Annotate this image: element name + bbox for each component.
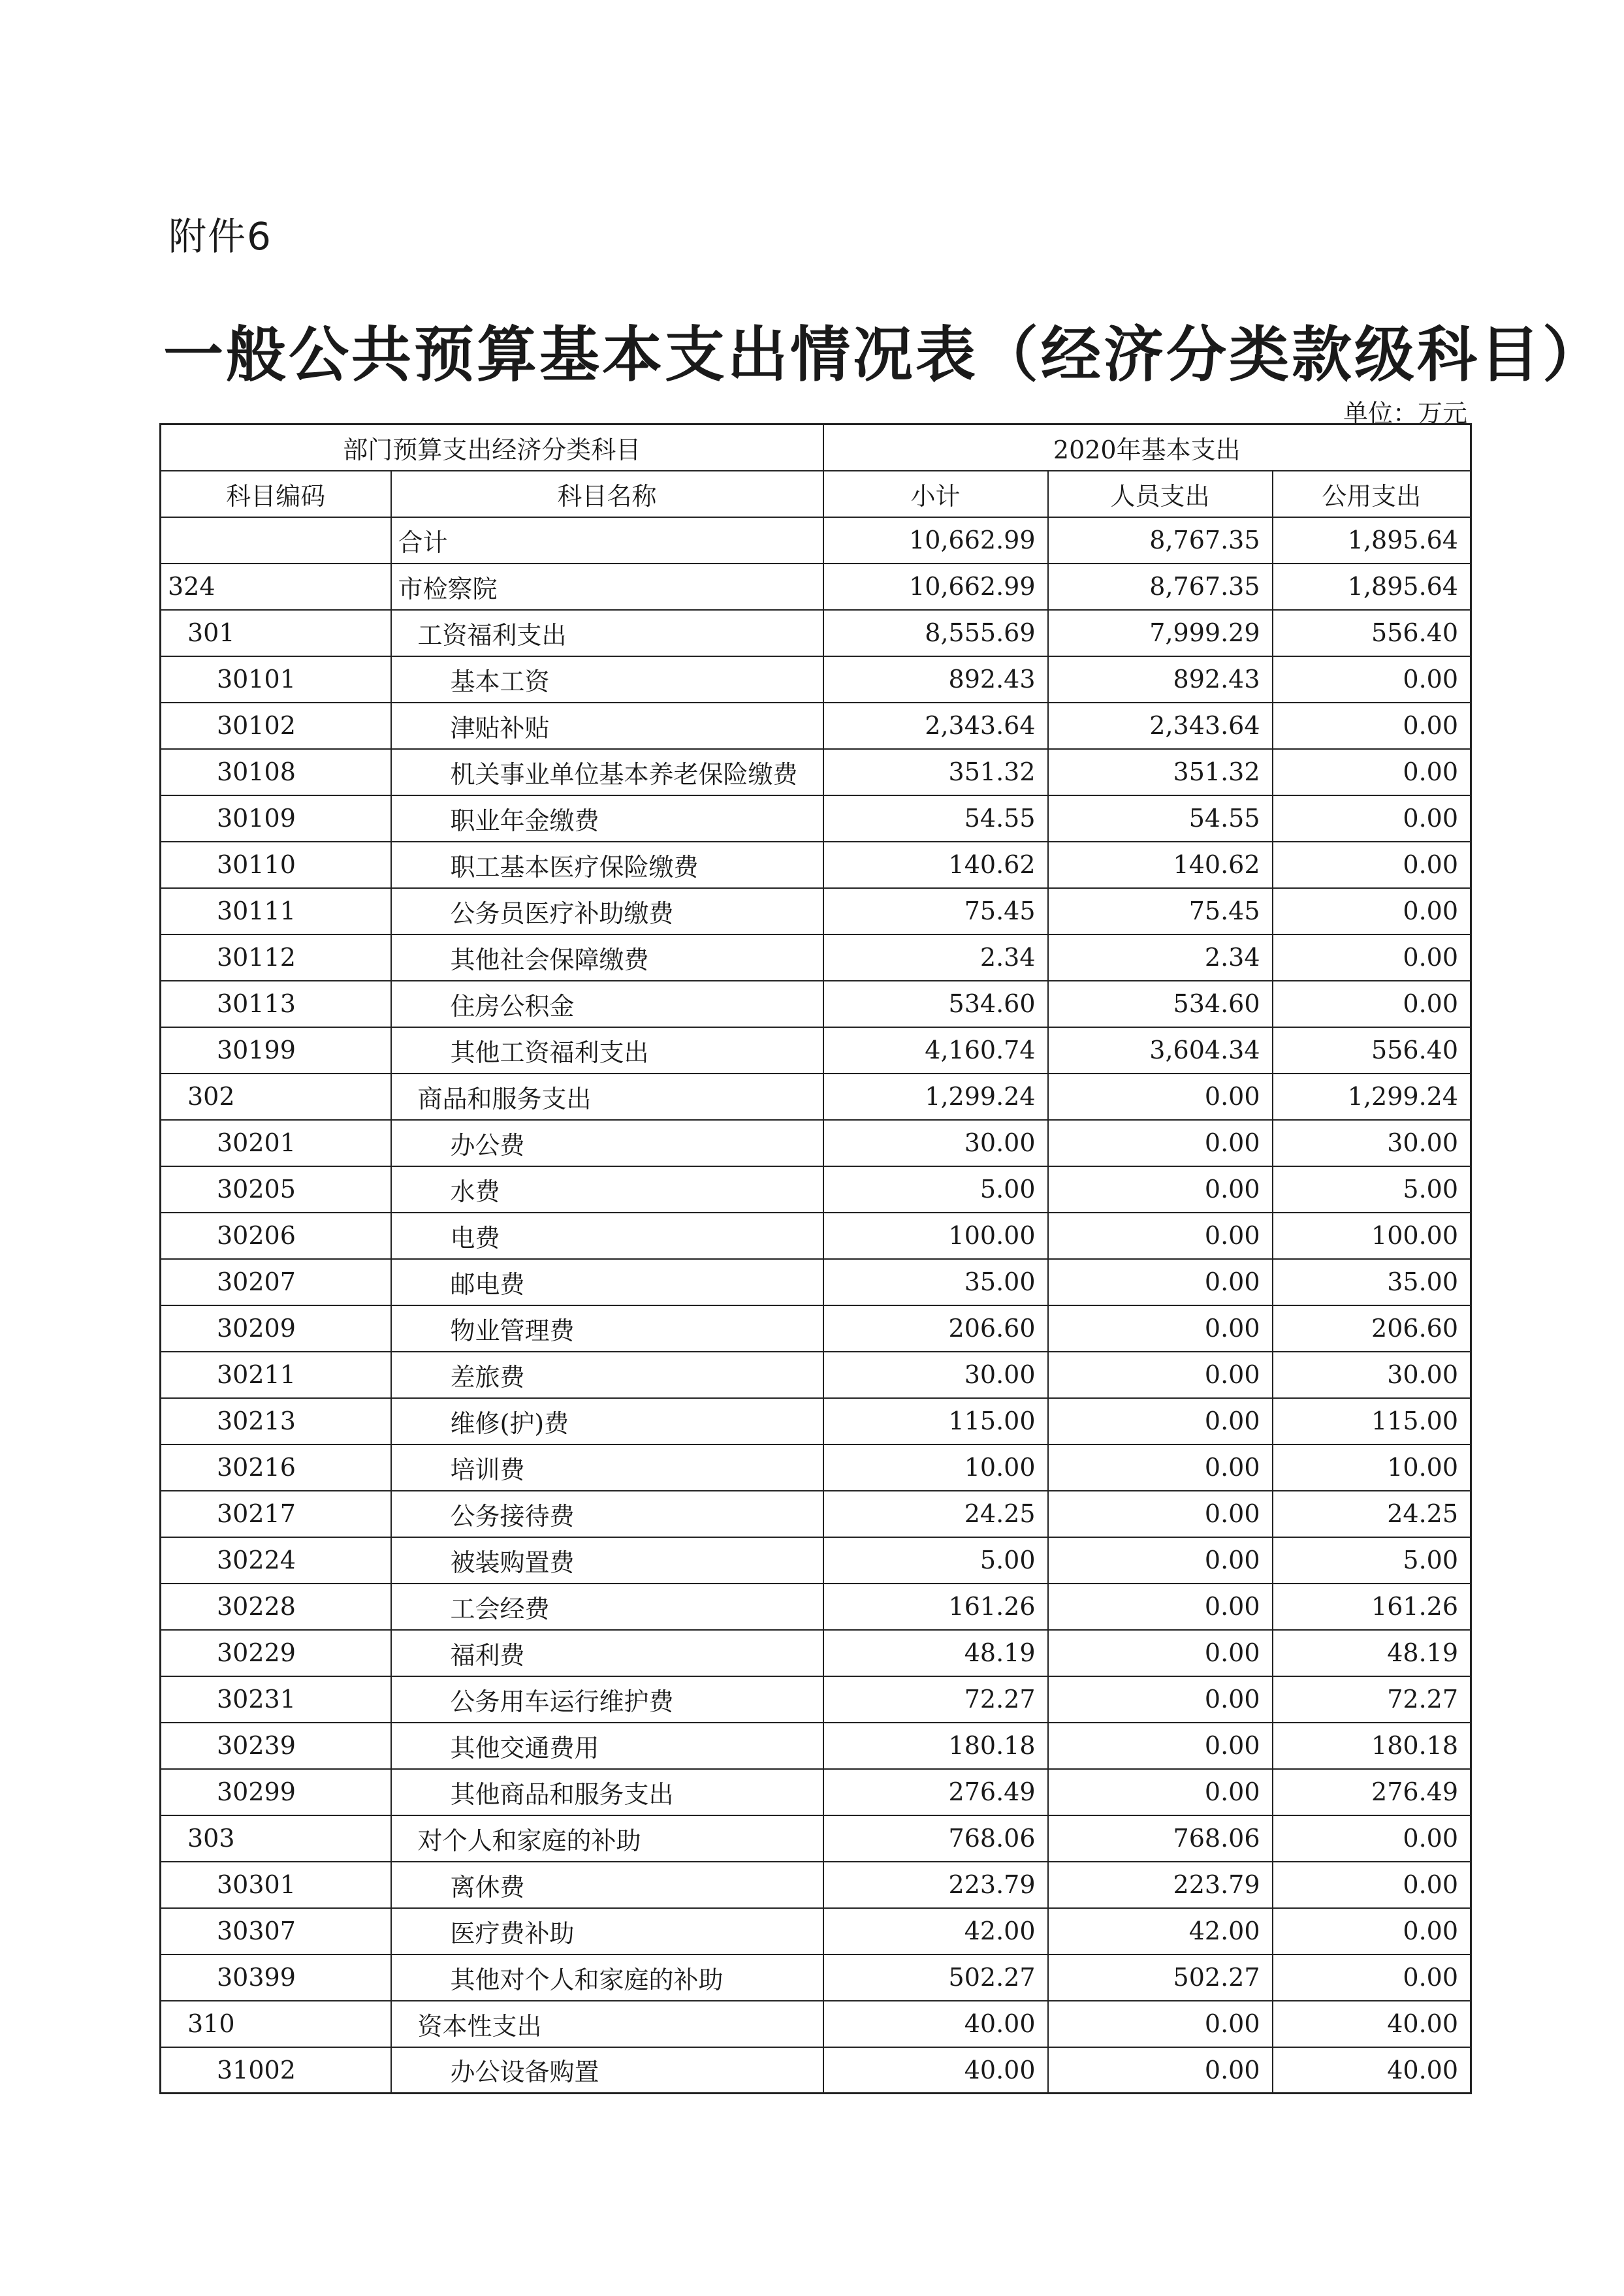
cell-public: 0.00: [1273, 1862, 1471, 1908]
cell-subtotal: 768.06: [823, 1815, 1048, 1862]
cell-subtotal: 5.00: [823, 1166, 1048, 1213]
cell-public: 30.00: [1273, 1120, 1471, 1166]
cell-public: 35.00: [1273, 1259, 1471, 1305]
table-row: [161, 1120, 1471, 1166]
cell-subtotal: 24.25: [823, 1491, 1048, 1537]
cell-personnel: 2.34: [1048, 934, 1273, 981]
table-row: [161, 1769, 1471, 1815]
cell-name: 医疗费补助: [391, 1908, 823, 1954]
cell-subtotal: 35.00: [823, 1259, 1048, 1305]
cell-public: 0.00: [1273, 1908, 1471, 1954]
cell-public: 100.00: [1273, 1213, 1471, 1259]
cell-code: 30213: [161, 1398, 391, 1444]
cell-code: 30205: [161, 1166, 391, 1213]
cell-personnel: 892.43: [1048, 656, 1273, 703]
cell-subtotal: 5.00: [823, 1537, 1048, 1584]
cell-public: 1,299.24: [1273, 1074, 1471, 1120]
cell-public: 276.49: [1273, 1769, 1471, 1815]
header-row-columns: [161, 471, 1471, 517]
cell-public: 206.60: [1273, 1305, 1471, 1352]
cell-personnel: 351.32: [1048, 749, 1273, 795]
cell-public: 10.00: [1273, 1444, 1471, 1491]
header-economic-class: 部门预算支出经济分类科目: [161, 424, 823, 471]
table-row: [161, 1862, 1471, 1908]
cell-personnel: 0.00: [1048, 1074, 1273, 1120]
cell-public: 161.26: [1273, 1584, 1471, 1630]
cell-personnel: 0.00: [1048, 1491, 1273, 1537]
cell-code: 30101: [161, 656, 391, 703]
cell-personnel: 0.00: [1048, 1259, 1273, 1305]
cell-code: 30229: [161, 1630, 391, 1676]
cell-name: 住房公积金: [391, 981, 823, 1027]
cell-name: 其他社会保障缴费: [391, 934, 823, 981]
table-row: [161, 2001, 1471, 2047]
cell-name: 工会经费: [391, 1584, 823, 1630]
cell-personnel: 0.00: [1048, 1630, 1273, 1676]
table-row: [161, 749, 1471, 795]
cell-personnel: 0.00: [1048, 2047, 1273, 2094]
cell-subtotal: 180.18: [823, 1723, 1048, 1769]
cell-subtotal: 1,299.24: [823, 1074, 1048, 1120]
cell-name: 对个人和家庭的补助: [391, 1815, 823, 1862]
cell-name: 工资福利支出: [391, 610, 823, 656]
cell-personnel: 0.00: [1048, 1444, 1273, 1491]
cell-name: 电费: [391, 1213, 823, 1259]
cell-personnel: 42.00: [1048, 1908, 1273, 1954]
table-row: [161, 656, 1471, 703]
cell-code: 30228: [161, 1584, 391, 1630]
cell-code: 30239: [161, 1723, 391, 1769]
cell-subtotal: 206.60: [823, 1305, 1048, 1352]
table-row: [161, 703, 1471, 749]
table-row: [161, 1491, 1471, 1537]
cell-name: 其他商品和服务支出: [391, 1769, 823, 1815]
cell-code: 30112: [161, 934, 391, 981]
header-row-group: [161, 424, 1471, 471]
cell-code: [161, 517, 391, 564]
cell-public: 72.27: [1273, 1676, 1471, 1723]
cell-code: 30111: [161, 888, 391, 934]
cell-subtotal: 42.00: [823, 1908, 1048, 1954]
cell-code: 30102: [161, 703, 391, 749]
cell-subtotal: 10.00: [823, 1444, 1048, 1491]
cell-public: 180.18: [1273, 1723, 1471, 1769]
cell-public: 5.00: [1273, 1537, 1471, 1584]
cell-personnel: 75.45: [1048, 888, 1273, 934]
cell-personnel: 534.60: [1048, 981, 1273, 1027]
cell-public: 0.00: [1273, 795, 1471, 842]
cell-public: 556.40: [1273, 1027, 1471, 1074]
cell-personnel: 0.00: [1048, 1352, 1273, 1398]
cell-subtotal: 48.19: [823, 1630, 1048, 1676]
cell-public: 115.00: [1273, 1398, 1471, 1444]
cell-personnel: 502.27: [1048, 1954, 1273, 2001]
cell-personnel: 0.00: [1048, 1398, 1273, 1444]
cell-code: 30231: [161, 1676, 391, 1723]
header-code: 科目编码: [161, 471, 391, 517]
cell-public: 30.00: [1273, 1352, 1471, 1398]
cell-public: 0.00: [1273, 1954, 1471, 2001]
cell-name: 办公设备购置: [391, 2047, 823, 2094]
cell-name: 基本工资: [391, 656, 823, 703]
cell-subtotal: 115.00: [823, 1398, 1048, 1444]
table-row: [161, 1213, 1471, 1259]
table-row: [161, 795, 1471, 842]
cell-personnel: 7,999.29: [1048, 610, 1273, 656]
table-body: [161, 517, 1471, 2094]
cell-public: 0.00: [1273, 981, 1471, 1027]
cell-name: 机关事业单位基本养老保险缴费: [391, 749, 823, 795]
cell-personnel: 0.00: [1048, 2001, 1273, 2047]
cell-subtotal: 502.27: [823, 1954, 1048, 2001]
cell-code: 302: [161, 1074, 391, 1120]
cell-code: 30217: [161, 1491, 391, 1537]
cell-name: 维修(护)费: [391, 1398, 823, 1444]
cell-code: 324: [161, 564, 391, 610]
table-row: [161, 1630, 1471, 1676]
header-public: 公用支出: [1273, 471, 1471, 517]
cell-personnel: 2,343.64: [1048, 703, 1273, 749]
cell-code: 30301: [161, 1862, 391, 1908]
cell-code: 30207: [161, 1259, 391, 1305]
cell-name: 邮电费: [391, 1259, 823, 1305]
cell-code: 30199: [161, 1027, 391, 1074]
header-name: 科目名称: [391, 471, 823, 517]
cell-subtotal: 276.49: [823, 1769, 1048, 1815]
cell-name: 离休费: [391, 1862, 823, 1908]
cell-public: 0.00: [1273, 703, 1471, 749]
cell-public: 0.00: [1273, 934, 1471, 981]
cell-name: 福利费: [391, 1630, 823, 1676]
cell-personnel: 0.00: [1048, 1769, 1273, 1815]
cell-public: 24.25: [1273, 1491, 1471, 1537]
cell-subtotal: 30.00: [823, 1352, 1048, 1398]
cell-personnel: 0.00: [1048, 1213, 1273, 1259]
cell-code: 30209: [161, 1305, 391, 1352]
table-row: [161, 1815, 1471, 1862]
cell-name: 物业管理费: [391, 1305, 823, 1352]
table-row: [161, 1352, 1471, 1398]
cell-name: 被装购置费: [391, 1537, 823, 1584]
cell-personnel: 54.55: [1048, 795, 1273, 842]
cell-name: 公务员医疗补助缴费: [391, 888, 823, 934]
cell-public: 1,895.64: [1273, 517, 1471, 564]
table-row: [161, 1166, 1471, 1213]
cell-code: 301: [161, 610, 391, 656]
cell-subtotal: 8,555.69: [823, 610, 1048, 656]
cell-code: 30201: [161, 1120, 391, 1166]
cell-name: 市检察院: [391, 564, 823, 610]
cell-subtotal: 161.26: [823, 1584, 1048, 1630]
cell-public: 48.19: [1273, 1630, 1471, 1676]
cell-subtotal: 40.00: [823, 2001, 1048, 2047]
cell-subtotal: 140.62: [823, 842, 1048, 888]
cell-public: 5.00: [1273, 1166, 1471, 1213]
table-row: [161, 2047, 1471, 2094]
cell-subtotal: 4,160.74: [823, 1027, 1048, 1074]
cell-subtotal: 72.27: [823, 1676, 1048, 1723]
cell-subtotal: 534.60: [823, 981, 1048, 1027]
cell-subtotal: 100.00: [823, 1213, 1048, 1259]
cell-personnel: 8,767.35: [1048, 517, 1273, 564]
table-row: [161, 1908, 1471, 1954]
attachment-label: 附件6: [168, 214, 272, 259]
table-row: [161, 564, 1471, 610]
table-row: [161, 1398, 1471, 1444]
cell-name: 津贴补贴: [391, 703, 823, 749]
cell-code: 31002: [161, 2047, 391, 2094]
cell-public: 1,895.64: [1273, 564, 1471, 610]
cell-name: 水费: [391, 1166, 823, 1213]
cell-personnel: 0.00: [1048, 1166, 1273, 1213]
table-row: [161, 934, 1471, 981]
cell-code: 30224: [161, 1537, 391, 1584]
cell-subtotal: 75.45: [823, 888, 1048, 934]
table-row: [161, 1723, 1471, 1769]
table-row: [161, 1444, 1471, 1491]
cell-code: 30299: [161, 1769, 391, 1815]
cell-code: 30110: [161, 842, 391, 888]
cell-subtotal: 10,662.99: [823, 564, 1048, 610]
table-row: [161, 981, 1471, 1027]
cell-code: 30206: [161, 1213, 391, 1259]
cell-subtotal: 10,662.99: [823, 517, 1048, 564]
table-row: [161, 1676, 1471, 1723]
cell-public: 0.00: [1273, 888, 1471, 934]
cell-code: 30211: [161, 1352, 391, 1398]
cell-public: 0.00: [1273, 749, 1471, 795]
cell-subtotal: 223.79: [823, 1862, 1048, 1908]
unit-label: 单位：万元: [1343, 399, 1467, 428]
table-row: [161, 1305, 1471, 1352]
cell-personnel: 8,767.35: [1048, 564, 1273, 610]
table-row: [161, 1954, 1471, 2001]
cell-subtotal: 2,343.64: [823, 703, 1048, 749]
cell-code: 30108: [161, 749, 391, 795]
cell-code: 30399: [161, 1954, 391, 2001]
table-row: [161, 1537, 1471, 1584]
header-basic-expenditure: 2020年基本支出: [823, 424, 1471, 471]
table-row: [161, 1584, 1471, 1630]
cell-personnel: 0.00: [1048, 1305, 1273, 1352]
cell-personnel: 140.62: [1048, 842, 1273, 888]
cell-name: 其他对个人和家庭的补助: [391, 1954, 823, 2001]
cell-subtotal: 2.34: [823, 934, 1048, 981]
cell-name: 办公费: [391, 1120, 823, 1166]
table-row: [161, 610, 1471, 656]
cell-subtotal: 40.00: [823, 2047, 1048, 2094]
cell-public: 0.00: [1273, 656, 1471, 703]
cell-name: 其他交通费用: [391, 1723, 823, 1769]
page-title: 一般公共预算基本支出情况表（经济分类款级科目）: [163, 320, 1606, 390]
cell-name: 职业年金缴费: [391, 795, 823, 842]
cell-subtotal: 892.43: [823, 656, 1048, 703]
cell-public: 0.00: [1273, 1815, 1471, 1862]
cell-personnel: 3,604.34: [1048, 1027, 1273, 1074]
header-personnel: 人员支出: [1048, 471, 1273, 517]
cell-personnel: 0.00: [1048, 1723, 1273, 1769]
cell-code: 30307: [161, 1908, 391, 1954]
table-row: [161, 1027, 1471, 1074]
cell-subtotal: 54.55: [823, 795, 1048, 842]
cell-name: 公务用车运行维护费: [391, 1676, 823, 1723]
cell-name: 其他工资福利支出: [391, 1027, 823, 1074]
table-row: [161, 517, 1471, 564]
cell-code: 30113: [161, 981, 391, 1027]
cell-personnel: 223.79: [1048, 1862, 1273, 1908]
budget-table: [159, 423, 1472, 2094]
cell-code: 310: [161, 2001, 391, 2047]
table-row: [161, 1259, 1471, 1305]
cell-name: 职工基本医疗保险缴费: [391, 842, 823, 888]
cell-personnel: 0.00: [1048, 1584, 1273, 1630]
cell-public: 40.00: [1273, 2047, 1471, 2094]
table-row: [161, 888, 1471, 934]
cell-name: 公务接待费: [391, 1491, 823, 1537]
cell-code: 30216: [161, 1444, 391, 1491]
cell-public: 556.40: [1273, 610, 1471, 656]
cell-name: 差旅费: [391, 1352, 823, 1398]
cell-personnel: 0.00: [1048, 1537, 1273, 1584]
cell-name: 资本性支出: [391, 2001, 823, 2047]
cell-name: 合计: [391, 517, 823, 564]
cell-personnel: 768.06: [1048, 1815, 1273, 1862]
cell-name: 商品和服务支出: [391, 1074, 823, 1120]
cell-personnel: 0.00: [1048, 1120, 1273, 1166]
cell-subtotal: 30.00: [823, 1120, 1048, 1166]
cell-personnel: 0.00: [1048, 1676, 1273, 1723]
cell-public: 0.00: [1273, 842, 1471, 888]
cell-subtotal: 351.32: [823, 749, 1048, 795]
cell-code: 30109: [161, 795, 391, 842]
header-subtotal: 小计: [823, 471, 1048, 517]
table-row: [161, 1074, 1471, 1120]
table-row: [161, 842, 1471, 888]
cell-name: 培训费: [391, 1444, 823, 1491]
cell-public: 40.00: [1273, 2001, 1471, 2047]
cell-code: 303: [161, 1815, 391, 1862]
